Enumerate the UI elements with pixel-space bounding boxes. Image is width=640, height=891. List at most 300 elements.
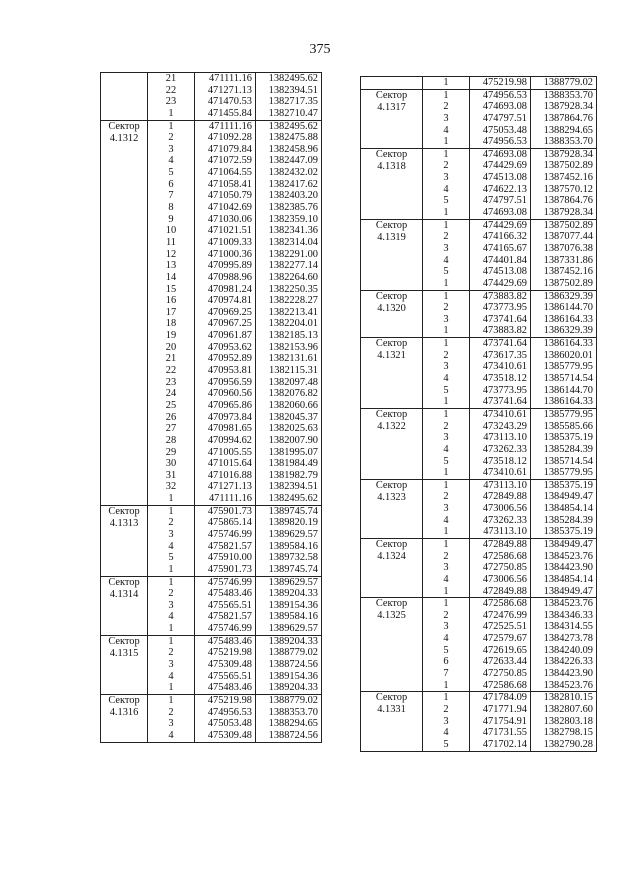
point-number: 1 (443, 77, 449, 88)
x-coordinate: 471731.55 (482, 727, 527, 739)
y-coordinate: 1384949.47 (543, 538, 593, 550)
sector-block (361, 89, 597, 148)
y-coordinate: 1385284.39 (543, 514, 593, 526)
y-coordinate: 1381982.79 (268, 469, 318, 481)
x-coordinate: 475821.57 (207, 611, 252, 623)
point-number: 1 (443, 598, 449, 610)
point-number-column (423, 408, 470, 479)
x-coordinate: 475219.98 (482, 77, 527, 88)
point-number-column (148, 505, 195, 576)
y-coordinate: 1382291.00 (268, 248, 318, 260)
x-coordinate: 471058.41 (207, 178, 252, 190)
point-number: 4 (168, 540, 174, 552)
point-number: 3 (443, 313, 449, 325)
point-number: 24 (165, 388, 177, 400)
point-number: 1 (443, 526, 449, 538)
point-number-column (148, 73, 195, 121)
point-number: 4 (443, 183, 449, 195)
x-coordinate: 473617.35 (482, 349, 527, 361)
y-coordinate: 1387570.12 (543, 183, 593, 195)
x-coordinate: 471111.16 (208, 73, 252, 84)
point-number-column (423, 479, 470, 538)
point-number: 1 (443, 277, 449, 289)
x-coordinate: 474165.67 (482, 242, 527, 254)
y-coordinate-column (256, 120, 322, 505)
sector-number: 4.1317 (377, 101, 406, 113)
y-coordinate: 1382097.48 (268, 376, 318, 388)
y-coordinate-column (531, 148, 597, 219)
y-coordinate: 1386164.33 (543, 338, 593, 350)
sector-cell (361, 77, 423, 90)
y-coordinate: 1384226.33 (543, 656, 593, 668)
y-coordinate: 1384854.14 (543, 503, 593, 515)
point-number: 6 (168, 178, 174, 190)
point-number: 3 (443, 503, 449, 515)
x-coordinate: 471009.33 (207, 236, 252, 248)
x-coordinate: 474513.08 (482, 266, 527, 278)
point-number: 3 (168, 528, 174, 540)
point-number: 4 (443, 573, 449, 585)
y-coordinate-column (531, 598, 597, 692)
x-coordinate: 471005.55 (207, 446, 252, 458)
point-number: 21 (165, 73, 177, 84)
y-coordinate: 1387331.86 (543, 254, 593, 266)
point-number: 18 (165, 318, 177, 330)
point-number: 21 (165, 353, 177, 365)
x-coordinate: 470960.56 (207, 388, 252, 400)
y-coordinate-column (256, 635, 322, 694)
sector-block (361, 219, 597, 290)
point-number: 23 (165, 376, 177, 388)
y-coordinate: 1382277.14 (268, 260, 318, 272)
x-coordinate-column (470, 219, 531, 290)
point-number: 22 (165, 84, 177, 96)
y-coordinate: 1387864.76 (543, 195, 593, 207)
y-coordinate-column (531, 338, 597, 409)
y-coordinate: 1382213.41 (268, 306, 318, 318)
point-number: 2 (168, 517, 174, 529)
sector-cell (361, 89, 423, 148)
y-coordinate: 1382394.51 (268, 84, 318, 96)
sector-number: 4.1313 (109, 517, 139, 529)
sector-cell (101, 576, 148, 635)
y-coordinate: 1382115.31 (269, 365, 318, 377)
sector-block (361, 598, 597, 692)
point-number-column (423, 77, 470, 90)
x-coordinate: 470981.24 (207, 283, 252, 295)
sector-number: 4.1318 (377, 160, 406, 172)
y-coordinate: 1382060.66 (268, 399, 318, 411)
point-number: 20 (165, 341, 177, 353)
sector-number: 4.1325 (377, 610, 406, 622)
x-coordinate: 474797.51 (482, 112, 527, 124)
x-coordinate: 471015.64 (207, 458, 252, 470)
x-coordinate: 475053.48 (207, 718, 252, 730)
x-coordinate: 473410.61 (482, 408, 527, 420)
y-coordinate: 1384854.14 (543, 573, 593, 585)
x-coordinate: 473741.64 (482, 396, 527, 408)
x-coordinate: 473113.10 (483, 526, 527, 538)
point-number: 1 (168, 505, 174, 517)
sector-cell (101, 635, 148, 694)
y-coordinate: 1387502.89 (543, 219, 593, 231)
point-number: 1 (443, 325, 449, 337)
y-coordinate: 1389204.33 (268, 682, 318, 694)
sector-cell (361, 338, 423, 409)
y-coordinate: 1386144.70 (543, 302, 593, 314)
y-coordinate: 1384240.09 (543, 644, 593, 656)
y-coordinate: 1382076.82 (268, 388, 318, 400)
y-coordinate: 1382458.96 (268, 143, 318, 155)
point-number: 4 (443, 633, 449, 645)
y-coordinate: 1384949.47 (543, 491, 593, 503)
point-number: 4 (443, 373, 449, 385)
x-coordinate: 471016.88 (207, 469, 252, 481)
y-coordinate: 1386144.70 (543, 384, 593, 396)
sector-label: Сектор (375, 538, 408, 550)
sector-block (361, 408, 597, 479)
x-coordinate: 471050.79 (207, 190, 252, 202)
x-coordinate: 472750.85 (482, 668, 527, 680)
x-coordinate: 471455.84 (207, 107, 252, 119)
y-coordinate: 1382131.61 (268, 353, 318, 365)
x-coordinate-column (470, 408, 531, 479)
y-coordinate: 1389629.57 (268, 528, 318, 540)
x-coordinate: 473741.64 (482, 338, 527, 350)
x-coordinate: 475309.48 (207, 659, 252, 671)
y-coordinate: 1388353.70 (543, 136, 593, 148)
x-coordinate: 470952.89 (207, 353, 252, 365)
y-coordinate: 1382803.18 (543, 715, 593, 727)
sector-cell (101, 694, 148, 742)
x-coordinate: 473773.95 (482, 384, 527, 396)
x-coordinate: 471072.59 (207, 155, 252, 167)
y-coordinate: 1385779.95 (543, 361, 593, 373)
y-coordinate: 1382007.90 (268, 434, 318, 446)
sector-block (101, 576, 322, 635)
y-coordinate: 1387077.44 (543, 231, 593, 243)
y-coordinate: 1388779.02 (543, 77, 593, 88)
x-coordinate: 474956.53 (482, 89, 527, 101)
x-coordinate: 475565.51 (207, 670, 252, 682)
point-number: 2 (443, 609, 449, 621)
x-coordinate: 471030.06 (207, 213, 252, 225)
y-coordinate: 1384523.76 (543, 550, 593, 562)
point-number: 5 (443, 455, 449, 467)
y-coordinate: 1382447.09 (268, 155, 318, 167)
y-coordinate: 1387076.38 (543, 242, 593, 254)
y-coordinate-column (531, 479, 597, 538)
point-number: 11 (165, 236, 176, 248)
point-number: 4 (443, 124, 449, 136)
x-coordinate: 474166.32 (482, 231, 527, 243)
sector-number: 4.1314 (109, 588, 139, 600)
x-coordinate: 470965.86 (207, 399, 252, 411)
y-coordinate: 1387928.34 (543, 148, 593, 160)
x-coordinate-column (195, 73, 256, 121)
x-coordinate: 472586.68 (482, 679, 527, 691)
y-coordinate: 1389745.74 (268, 505, 318, 517)
x-coordinate: 470956.59 (207, 376, 252, 388)
point-number: 2 (443, 550, 449, 562)
sector-number: 4.1312 (109, 132, 139, 144)
y-coordinate: 1389584.16 (268, 611, 318, 623)
sector-cell (361, 692, 423, 751)
x-coordinate: 473006.56 (482, 503, 527, 515)
x-coordinate: 475219.98 (207, 647, 252, 659)
point-number: 2 (168, 647, 174, 659)
x-coordinate: 471111.16 (208, 493, 252, 505)
y-coordinate: 1382710.47 (268, 107, 318, 119)
point-number: 1 (168, 120, 174, 132)
x-coordinate-column (470, 290, 531, 338)
point-number: 2 (168, 706, 174, 718)
point-number: 4 (443, 514, 449, 526)
x-coordinate: 471111.16 (208, 120, 252, 132)
sector-cell (101, 73, 148, 121)
x-coordinate: 471000.36 (207, 248, 252, 260)
point-number: 19 (165, 330, 177, 342)
x-coordinate: 473773.95 (482, 302, 527, 314)
y-coordinate: 1388724.56 (268, 729, 318, 741)
x-coordinate: 473518.12 (482, 373, 527, 385)
point-number-column (423, 89, 470, 148)
point-number: 4 (168, 729, 174, 741)
point-number-column (423, 338, 470, 409)
sector-label: Сектор (108, 635, 140, 647)
sector-label: Сектор (108, 694, 140, 706)
y-coordinate: 1386020.01 (543, 349, 593, 361)
point-number-column (423, 538, 470, 597)
x-coordinate-column (470, 598, 531, 692)
sector-cell (361, 479, 423, 538)
x-coordinate: 473113.10 (483, 479, 527, 491)
x-coordinate: 470961.87 (207, 330, 252, 342)
x-coordinate-column (470, 338, 531, 409)
y-coordinate: 1385585.66 (543, 420, 593, 432)
y-coordinate: 1382385.76 (268, 202, 318, 214)
point-number: 16 (165, 295, 177, 307)
point-number-column (423, 148, 470, 219)
x-coordinate: 473262.33 (482, 514, 527, 526)
y-coordinate: 1387928.34 (543, 101, 593, 113)
sector-block (361, 338, 597, 409)
y-coordinate: 1389629.57 (268, 576, 318, 588)
x-coordinate: 472619.65 (482, 644, 527, 656)
point-number-column (423, 219, 470, 290)
point-number: 30 (165, 458, 177, 470)
x-coordinate-column (195, 505, 256, 576)
y-coordinate: 1382417.62 (268, 178, 318, 190)
x-coordinate: 471784.09 (482, 692, 527, 704)
y-coordinate: 1384346.33 (543, 609, 593, 621)
point-number: 2 (168, 132, 174, 144)
x-coordinate: 475865.14 (207, 517, 252, 529)
point-number: 26 (165, 411, 177, 423)
x-coordinate: 475901.73 (207, 563, 252, 575)
y-coordinate: 1382045.37 (268, 411, 318, 423)
x-coordinate: 473113.10 (483, 432, 527, 444)
y-coordinate: 1389745.74 (268, 563, 318, 575)
x-coordinate: 470969.25 (207, 306, 252, 318)
x-coordinate: 475483.46 (207, 588, 252, 600)
point-number: 2 (443, 160, 449, 172)
y-coordinate: 1382314.04 (268, 236, 318, 248)
x-coordinate: 472586.68 (482, 598, 527, 610)
point-number: 25 (165, 399, 177, 411)
point-number: 4 (443, 254, 449, 266)
x-coordinate: 472633.44 (482, 656, 527, 668)
x-coordinate: 474956.53 (482, 136, 527, 148)
point-number: 14 (165, 271, 177, 283)
point-number: 3 (168, 659, 174, 671)
x-coordinate: 471470.53 (207, 96, 252, 108)
x-coordinate: 471271.13 (207, 481, 252, 493)
sector-block (361, 538, 597, 597)
y-coordinate: 1388779.02 (268, 647, 318, 659)
x-coordinate: 472525.51 (482, 621, 527, 633)
y-coordinate: 1389584.16 (268, 540, 318, 552)
point-number-column (423, 692, 470, 751)
x-coordinate: 473410.61 (482, 361, 527, 373)
y-coordinate: 1384523.76 (543, 679, 593, 691)
x-coordinate: 470988.96 (207, 271, 252, 283)
point-number: 27 (165, 423, 177, 435)
y-coordinate: 1389732.58 (268, 552, 318, 564)
point-number: 2 (443, 231, 449, 243)
sector-label: Сектор (375, 290, 408, 302)
x-coordinate: 472849.88 (482, 538, 527, 550)
y-coordinate: 1381995.07 (268, 446, 318, 458)
point-number: 1 (443, 479, 449, 491)
point-number: 1 (168, 635, 174, 647)
point-number: 29 (165, 446, 177, 458)
point-number: 4 (168, 670, 174, 682)
point-number: 4 (443, 443, 449, 455)
point-number: 4 (443, 727, 449, 739)
point-number: 2 (443, 349, 449, 361)
y-coordinate: 1389629.57 (268, 623, 318, 635)
x-coordinate-column (195, 120, 256, 505)
sector-cell (361, 219, 423, 290)
y-coordinate: 1382495.62 (268, 493, 318, 505)
y-coordinate-column (256, 73, 322, 121)
coordinates-table-right (360, 76, 597, 752)
y-coordinate: 1382264.60 (268, 271, 318, 283)
x-coordinate: 474797.51 (482, 195, 527, 207)
x-coordinate-column (470, 692, 531, 751)
point-number: 2 (443, 703, 449, 715)
point-number: 2 (168, 588, 174, 600)
x-coordinate: 470981.65 (207, 423, 252, 435)
x-coordinate-column (470, 89, 531, 148)
x-coordinate-column (195, 694, 256, 742)
point-number: 3 (168, 143, 174, 155)
y-coordinate: 1389820.19 (268, 517, 318, 529)
y-coordinate: 1382394.51 (268, 481, 318, 493)
x-coordinate: 475309.48 (207, 729, 252, 741)
y-coordinate-column (256, 505, 322, 576)
coordinates-table-left (100, 72, 322, 743)
x-coordinate: 471079.84 (207, 143, 252, 155)
point-number: 9 (168, 213, 174, 225)
point-number: 3 (443, 172, 449, 184)
y-coordinate: 1382495.62 (268, 73, 318, 84)
y-coordinate: 1385375.19 (543, 526, 593, 538)
y-coordinate-column (531, 77, 597, 90)
y-coordinate: 1389154.36 (268, 670, 318, 682)
x-coordinate: 474429.69 (482, 160, 527, 172)
sector-number: 4.1319 (377, 231, 406, 243)
sector-label: Сектор (375, 338, 408, 350)
point-number: 23 (165, 96, 177, 108)
y-coordinate: 1388353.70 (543, 89, 593, 101)
sector-block (101, 505, 322, 576)
y-coordinate: 1385284.39 (543, 443, 593, 455)
point-number: 12 (165, 248, 177, 260)
y-coordinate: 1384423.90 (543, 668, 593, 680)
y-coordinate-column (256, 576, 322, 635)
y-coordinate: 1382495.62 (268, 120, 318, 132)
x-coordinate: 474693.08 (482, 148, 527, 160)
x-coordinate: 471042.69 (207, 202, 252, 214)
point-number: 1 (168, 694, 174, 706)
x-coordinate: 473741.64 (482, 313, 527, 325)
x-coordinate: 473006.56 (482, 573, 527, 585)
sector-cell (101, 120, 148, 505)
y-coordinate: 1381984.49 (268, 458, 318, 470)
point-number: 17 (165, 306, 177, 318)
point-number: 32 (165, 481, 177, 493)
x-coordinate: 471771.94 (482, 703, 527, 715)
sector-label: Сектор (375, 598, 408, 610)
x-coordinate: 474956.53 (207, 706, 252, 718)
x-coordinate: 472849.88 (482, 585, 527, 597)
sector-block (361, 290, 597, 338)
x-coordinate: 473883.82 (482, 290, 527, 302)
sector-block (101, 73, 322, 121)
y-coordinate: 1385375.19 (543, 432, 593, 444)
x-coordinate: 475746.99 (207, 576, 252, 588)
point-number-column (423, 598, 470, 692)
x-coordinate: 472476.99 (482, 609, 527, 621)
point-number: 1 (443, 679, 449, 691)
point-number: 3 (168, 718, 174, 730)
point-number: 7 (168, 190, 174, 202)
sector-number: 4.1322 (377, 420, 406, 432)
point-number: 31 (165, 469, 177, 481)
y-coordinate: 1384314.55 (543, 621, 593, 633)
y-coordinate: 1382341.36 (268, 225, 318, 237)
point-number: 1 (443, 467, 449, 479)
point-number: 5 (443, 195, 449, 207)
y-coordinate: 1382810.15 (543, 692, 593, 704)
y-coordinate: 1382204.01 (268, 318, 318, 330)
point-number: 8 (168, 202, 174, 214)
x-coordinate: 474513.08 (482, 172, 527, 184)
sector-number: 4.1316 (109, 706, 139, 718)
x-coordinate: 475219.98 (207, 694, 252, 706)
y-coordinate: 1382185.13 (268, 330, 318, 342)
y-coordinate: 1382807.60 (543, 703, 593, 715)
y-coordinate: 1385779.95 (543, 408, 593, 420)
sector-label: Сектор (108, 505, 140, 517)
x-coordinate: 474622.13 (482, 183, 527, 195)
sector-label: Сектор (375, 219, 408, 231)
sector-number: 4.1321 (377, 350, 406, 362)
sector-block (101, 694, 322, 742)
x-coordinate: 471092.28 (207, 132, 252, 144)
